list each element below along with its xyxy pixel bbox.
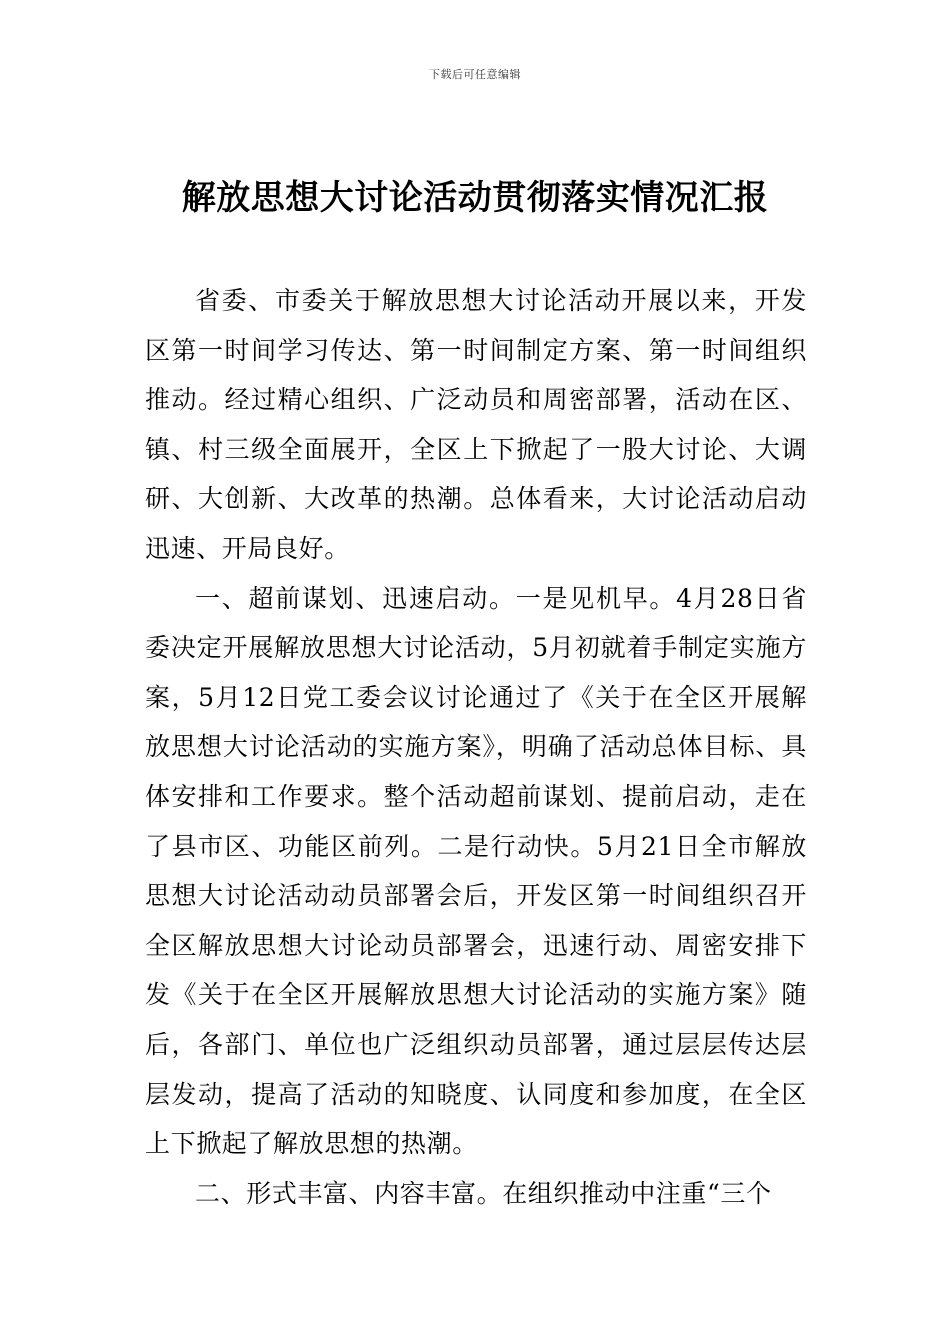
paragraph-section-1: 一、超前谋划、迅速启动。一是见机早。4月28日省委决定开展解放思想大讨论活动，5月初就着手制定实施方案，5月12日党工委会议讨论通过了《关于在全区开展解放思想大讨论活动的实施方案》，明确了活动总体目标、具体安排和工作要求。整个活动超前谋划、提前启动，走在了县市区、功能区前列。二是行动快。5月21日全市解放思想大讨论活动动员部署会后，开发区第一时间组织召开全区解放思想大讨论动员部署会，迅速行动、周密安排下发《关于在全区开展解放思想大讨论活动的实施方案》随后，各部门、单位也广泛组织动员部署，通过层层传达层层发动，提高了活动的知晓度、认同度和参加度，在全区上下掀起了解放思想的热潮。: [145, 583, 807, 1159]
paragraph-section-2: 二、形式丰富、内容丰富。在组织推动中注重“三个: [195, 1178, 772, 1208]
paragraph-intro: 省委、市委关于解放思想大讨论活动开展以来，开发区第一时间学习传达、第一时间制定方案、第一时间组织推动。经过精心组织、广泛动员和周密部署，活动在区、镇、村三级全面展开，全区上下掀起了一股大讨论、大调研、大创新、大改革的热潮。总体看来，大讨论活动启动迅速、开局良好。: [145, 286, 807, 563]
document-title: 解放思想大讨论活动贯彻落实情况汇报: [181, 178, 769, 218]
document-body: [145, 276, 807, 1218]
header-note: 下载后可任意编辑: [429, 68, 521, 81]
